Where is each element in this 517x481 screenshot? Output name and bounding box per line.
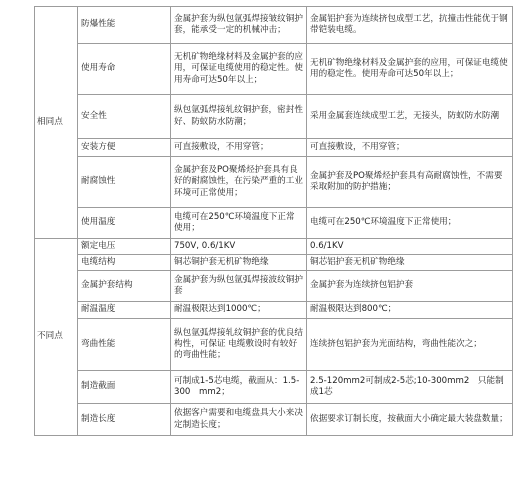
feature-cell: 耐温温度: [78, 302, 171, 319]
left-cell: 可制成1-5芯电缆，截面从：1.5-300 mm2；: [171, 371, 307, 404]
left-cell: 750V, 0.6/1KV: [171, 239, 307, 255]
right-cell: 连续挤包铝护套为光面结构，弯曲性能次之；: [307, 319, 513, 371]
right-cell: 无机矿物绝缘材料及金属护套的应用，可保证电缆使用的稳定性。使用寿命可达50年以上；: [307, 44, 513, 95]
feature-cell: 制造长度: [78, 404, 171, 436]
comparison-table: [34, 6, 513, 436]
right-cell: 铜芯铝护套无机矿物绝缘: [307, 255, 513, 271]
table-row: [35, 404, 513, 436]
table-row: [35, 239, 513, 255]
left-cell: 耐温极限达到1000℃；: [171, 302, 307, 319]
group-label-same: 相同点: [35, 7, 78, 239]
feature-cell: 弯曲性能: [78, 319, 171, 371]
table-row: [35, 271, 513, 302]
feature-cell: 制造截面: [78, 371, 171, 404]
left-cell: 金属护套为纵包氩弧焊接皱纹铜护套，能承受一定的机械冲击；: [171, 7, 307, 44]
left-cell: 纵包氩弧焊接轧纹铜护套的优良结构性，可保证 电缆敷设时有较好的弯曲性能；: [171, 319, 307, 371]
right-cell: 金属护套为连续挤包铝护套: [307, 271, 513, 302]
right-cell: 金属护套及PO聚烯烃护套具有高耐腐蚀性，不需要采取附加的防护措施；: [307, 157, 513, 208]
right-cell: 可直接敷设，不用穿管；: [307, 139, 513, 157]
table-row: [35, 7, 513, 44]
feature-cell: 耐腐蚀性: [78, 157, 171, 208]
right-cell: 采用金属套连续成型工艺，无接头，防蚁防水防潮: [307, 95, 513, 139]
group-label-diff: 不同点: [35, 239, 78, 436]
table-row: [35, 44, 513, 95]
table-row: [35, 95, 513, 139]
table-row: [35, 255, 513, 271]
table-row: [35, 157, 513, 208]
left-cell: 纵包氩弧焊接轧纹铜护套，密封性好、防蚁防水防潮；: [171, 95, 307, 139]
feature-cell: 安装方便: [78, 139, 171, 157]
right-cell: 依据要求订制长度，按截面大小确定最大装盘数量；: [307, 404, 513, 436]
right-cell: 2.5-120mm2可制成2-5芯;10-300mm2 只能制 成1芯: [307, 371, 513, 404]
table-row: [35, 371, 513, 404]
left-cell: 无机矿物绝缘材料及金属护套的应用，可保证电缆使用的稳定性。使用寿命可达50年以上；: [171, 44, 307, 95]
left-cell: 金属护套为纵包氩弧焊接波纹铜护套: [171, 271, 307, 302]
feature-cell: 金属护套结构: [78, 271, 171, 302]
left-cell: 铜芯铜护套无机矿物绝缘: [171, 255, 307, 271]
table-row: [35, 302, 513, 319]
table-row: [35, 208, 513, 239]
table-row: [35, 139, 513, 157]
left-cell: 电缆可在250℃环境温度下正常使用；: [171, 208, 307, 239]
right-cell: 电缆可在250℃环境温度下正常使用；: [307, 208, 513, 239]
feature-cell: 使用寿命: [78, 44, 171, 95]
feature-cell: 电缆结构: [78, 255, 171, 271]
feature-cell: 使用温度: [78, 208, 171, 239]
left-cell: 金属护套及PO聚烯烃护套具有良好的耐腐蚀性，在污染严重的工业环境可正常使用；: [171, 157, 307, 208]
feature-cell: 防爆性能: [78, 7, 171, 44]
feature-cell: 额定电压: [78, 239, 171, 255]
feature-cell: 安全性: [78, 95, 171, 139]
right-cell: 耐温极限达到800℃；: [307, 302, 513, 319]
table-row: [35, 319, 513, 371]
right-cell: 金属铝护套为连续挤包成型工艺，抗撞击性能优于钢带铠装电缆。: [307, 7, 513, 44]
left-cell: 可直接敷设，不用穿管；: [171, 139, 307, 157]
left-cell: 依据客户需要和电缆盘具大小来决定制造长度；: [171, 404, 307, 436]
right-cell: 0.6/1KV: [307, 239, 513, 255]
